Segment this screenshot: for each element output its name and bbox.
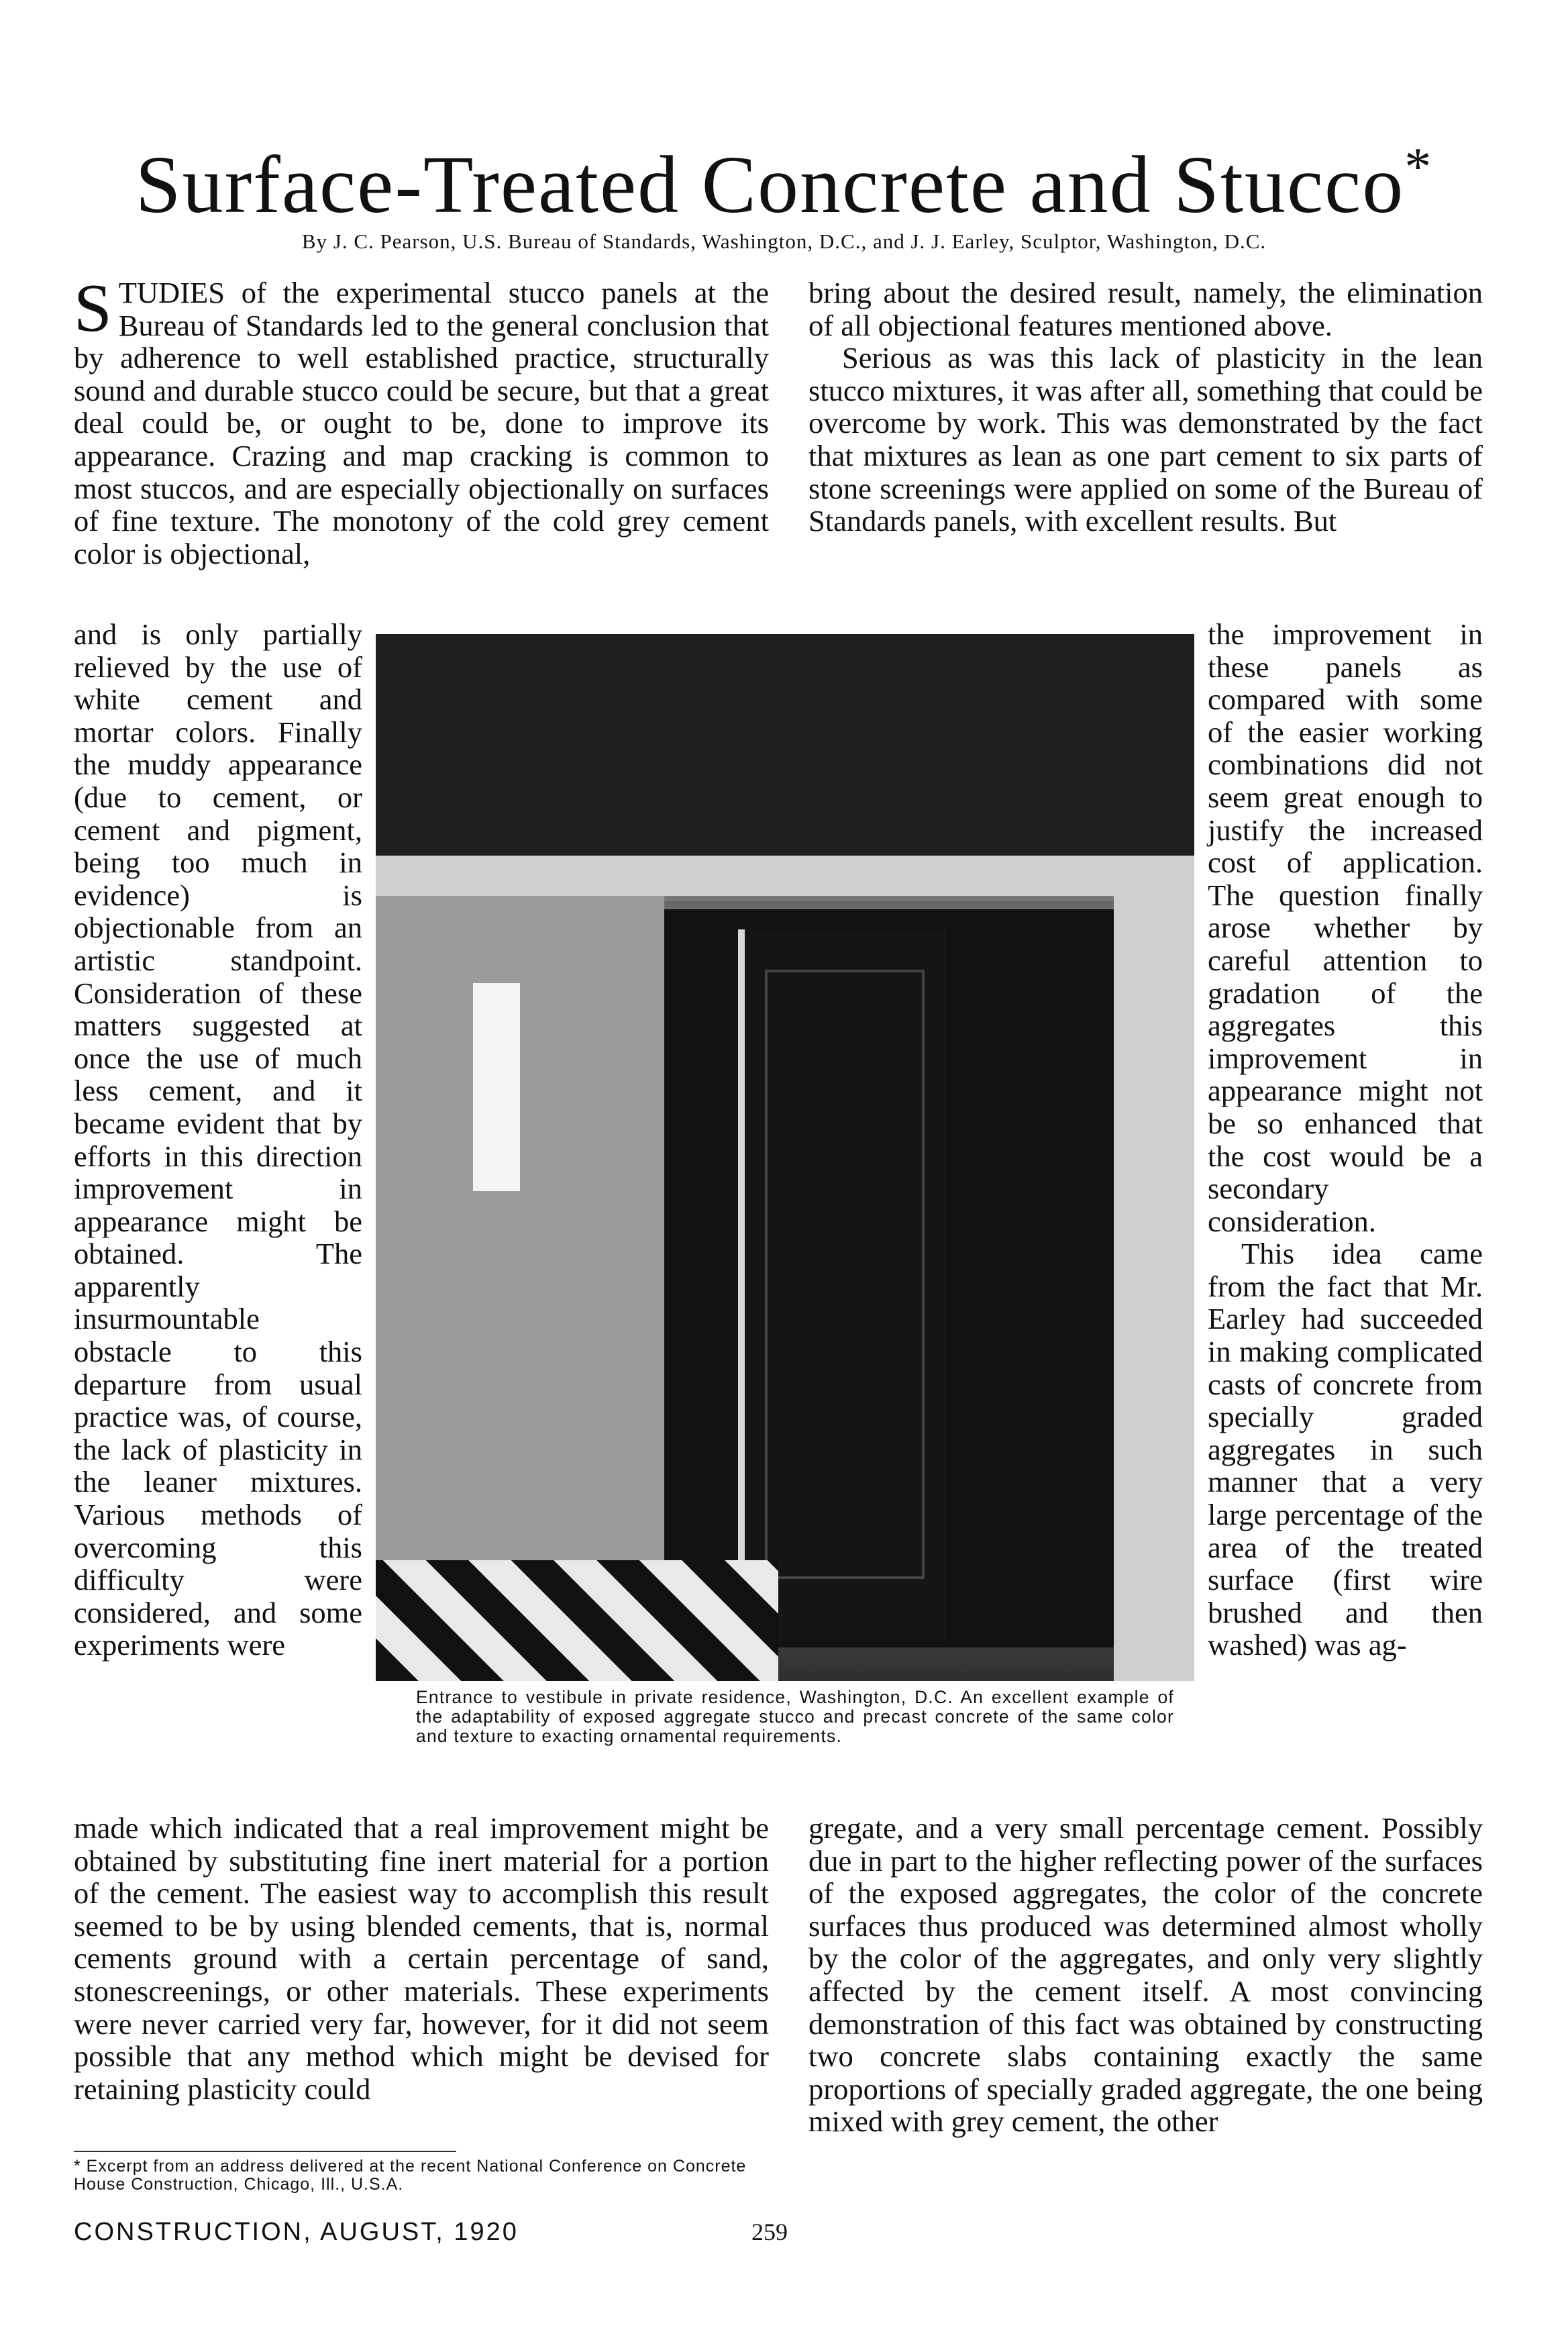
photo-right-wall [1114, 896, 1194, 1681]
photo-door-panels [765, 970, 925, 1579]
right-bottom-paragraph: gregate, and a very small percentage cement. Possibly due in part to the higher reflecting power of the surfaces of the exposed aggregates, the color of the concrete surfaces thus produced was determined almost wholly by the color of the aggregates, and only very slightly affected by the cement itself. A most convincing demonstration of this fact was obtained by constructing two concrete slabs containing exactly the same proportions of specially graded aggregate, the one being mixed with grey cement, the other [808, 1811, 1483, 2139]
journal-footer: CONSTRUCTION, AUGUST, 1920 [74, 2218, 519, 2246]
drop-cap: S [74, 270, 112, 346]
right-top-paragraph-2: Serious as was this lack of plasticity in the lean stucco mixtures, it was after all, something that could be overcome by work. This was demonstrated by the fact that mixtures as lean as one part cement to six parts of stone screenings were applied on some of the Bureau of Standards panels, with excellent results. But [808, 341, 1483, 538]
left-column-top [74, 270, 769, 570]
article-title: Surface-Treated Concrete and Stucco* [135, 138, 1433, 230]
vestibule-photograph [376, 634, 1194, 1681]
left-column-narrow [74, 618, 362, 1662]
left-bottom-paragraph: made which indicated that a real improvement might be obtained by substituting fine inert material for a portion of the cement. The easiest way to accomplish this result seemed to be by using blended cements, that is, normal cements ground with a certain percentage of sand, stonescreenings, or other materials. These experiments were never carried very far, however, for it did not seem possible that any method which might be devised for retaining plasticity could [74, 1811, 769, 2106]
photo-ceiling [376, 634, 1194, 856]
right-top-paragraph-1: bring about the desired result, namely, the elimination of all objectional features mentioned above. [808, 276, 1483, 342]
right-column-bottom [808, 1812, 1483, 2138]
right-column-top [808, 276, 1483, 538]
photo-window [473, 983, 520, 1191]
left-narrow-paragraph: and is only partially relieved by the use of white cement and mortar colors. Finally the muddy appearance (due to cement, or cement and pigment, being too much in evidence) is objectionable from an artistic standpoint. Consideration of these matters suggested at once the use of much less cement, and it became evident that by efforts in this direction improvement in appearance might be obtained. The apparently insurmountable obstacle to this departure from usual practice was, of course, the lack of plasticity in the leaner mixtures. Various methods of overcoming this difficulty were considered, and some experiments were [74, 617, 362, 1662]
photo-checkered-floor [376, 1560, 778, 1681]
photo-cornice [376, 856, 1194, 901]
right-narrow-paragraph-1: the improvement in these panels as compared with some of the easier working combinations did not seem great enough to justify the increased cost of application. The question finally arose whether by careful attention to gradation of the aggregates this improvement in appearance might not be so enhanced that the cost would be a secondary consideration. [1208, 617, 1483, 1238]
article-byline: By J. C. Pearson, U.S. Bureau of Standards, Washington, D.C., and J. J. Earley, Sculptor, Washington, D.C. [301, 230, 1267, 253]
right-column-narrow [1208, 618, 1483, 1662]
figure-caption: Entrance to vestibule in private residence, Washington, D.C. An excellent example of the adaptability of exposed aggregate stucco and precast concrete of the same color and texture to exacting ornamental requirements. [416, 1687, 1174, 1746]
left-column-bottom [74, 1812, 769, 2105]
right-narrow-paragraph-2: This idea came from the fact that Mr. Earley had succeeded in making complicated casts of concrete from specially graded aggregates in such manner that a very large percentage of the area of the treated surface (first wire brushed and then washed) was ag- [1208, 1237, 1483, 1662]
footnote: * Excerpt from an address delivered at the recent National Conference on Concrete House Construction, Chicago, Ill., U.S.A. [74, 2157, 747, 2194]
page-number: 259 [751, 2219, 788, 2245]
footnote-rule [74, 2151, 456, 2152]
title-footnote-mark: * [1404, 138, 1433, 197]
intro-paragraph: TUDIES of the experimental stucco panels at the Bureau of Standards led to the general conclusion that by adherence to well established practice, structurally sound and durable stucco could be secure, but that a great deal could be, or ought to be, done to improve its appearance. Crazing and map cracking is common to most stuccos, and are especially objectionally on surfaces of fine texture. The monotony of the cold grey cement color is objectional, [74, 276, 769, 570]
photo-door [738, 929, 946, 1641]
